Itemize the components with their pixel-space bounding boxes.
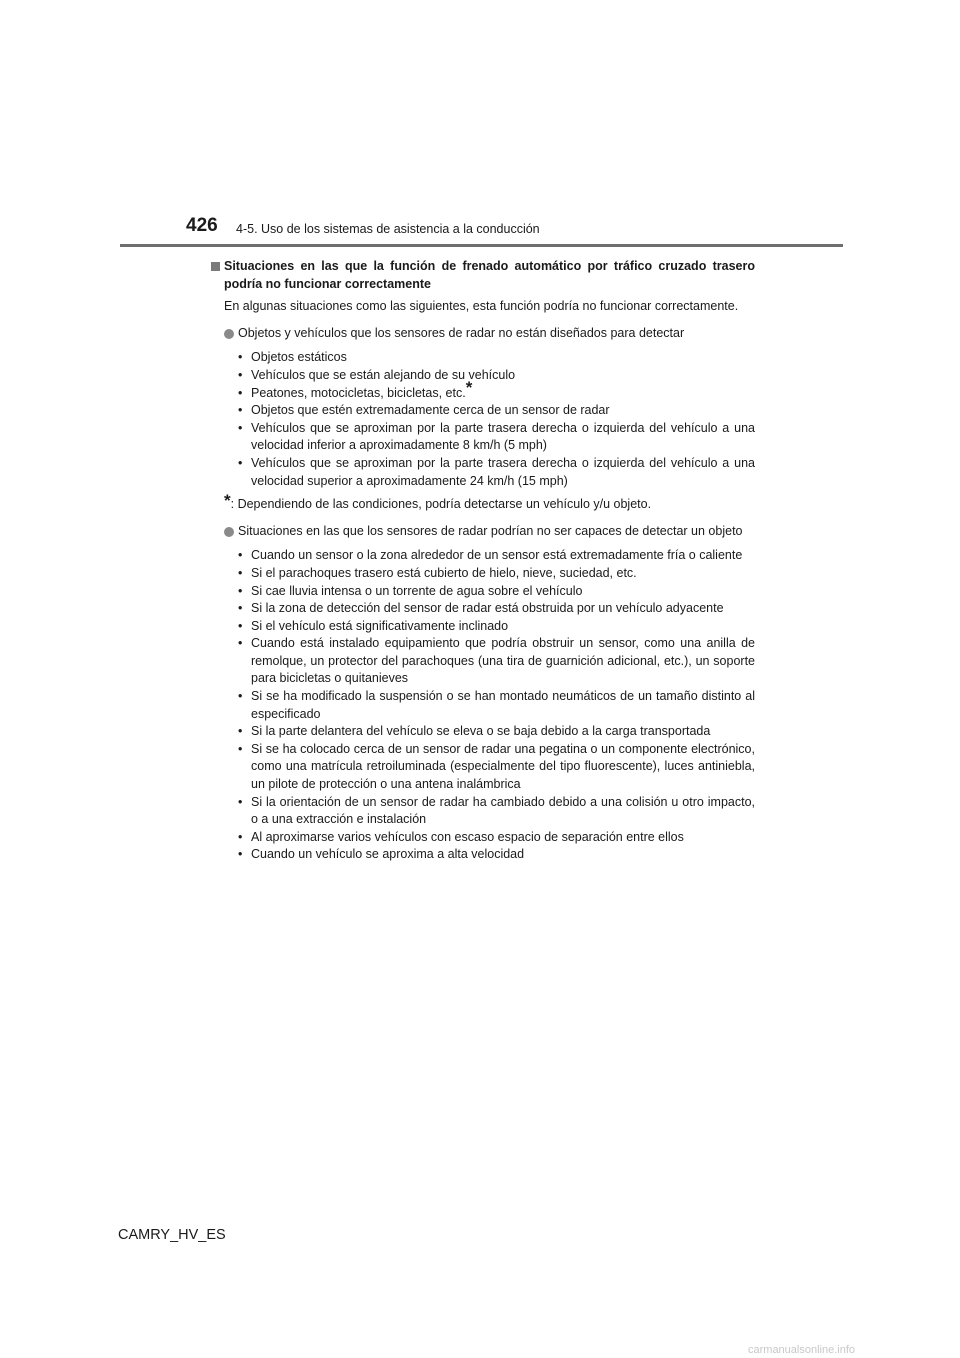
section-title: 4-5. Uso de los sistemas de asistencia a la conducción <box>236 222 540 236</box>
bullet-undetectable-objects <box>211 325 755 343</box>
list-item: • Si se ha modificado la suspensión o se han montado neumáticos de un tamaño distinto al especificado <box>238 689 755 721</box>
section-heading-text: Situaciones en las que la función de frenado automático por tráfico cruzado trasero podría no funcionar correctamente <box>224 259 755 291</box>
page-content <box>211 258 755 864</box>
footnote <box>211 491 755 514</box>
footnote-text: : Dependiendo de las condiciones, podría detectarse un vehículo y/u objeto. <box>230 497 652 512</box>
list-item: • Al aproximarse varios vehículos con escaso espacio de separación entre ellos <box>238 829 684 844</box>
page-number: 426 <box>186 215 218 236</box>
bullet-text: Situaciones en las que los sensores de radar podrían no ser capaces de detectar un objeto <box>238 523 743 538</box>
list-item: • Si la zona de detección del sensor de radar está obstruida por un vehículo adyacente <box>238 601 724 616</box>
undetectable-objects-list <box>211 349 755 490</box>
list-item: • Si el parachoques trasero está cubierto de hielo, nieve, suciedad, etc. <box>238 565 637 580</box>
footnote-marker: * <box>465 377 473 397</box>
footnote-marker: * <box>224 491 231 511</box>
list-item: • Si cae lluvia intensa o un torrente de agua sobre el vehículo <box>238 583 583 598</box>
list-item: • Si el vehículo está significativamente inclinado <box>238 618 509 633</box>
list-item: • Si la parte delantera del vehículo se eleva o se baja debido a la carga transportada <box>238 724 711 739</box>
list-item: • Cuando está instalado equipamiento que podría obstruir un sensor, como una anilla de remolque, un protector del parachoques (una tira de guarnición adicional, etc.), un soporte para bicicletas o quitanieves <box>238 636 755 686</box>
detection-situations-list <box>211 547 755 864</box>
square-bullet-icon <box>211 262 220 271</box>
list-item: • Objetos que estén extremadamente cerca de un sensor de radar <box>238 403 610 418</box>
list-item: • Vehículos que se aproximan por la parte trasera derecha o izquierda del vehículo a una velocidad superior a aproximadamente 24 km/h (15 mph) <box>238 455 755 488</box>
model-code: CAMRY_HV_ES <box>118 1227 226 1243</box>
list-item: • Vehículos que se aproximan por la parte trasera derecha o izquierda del vehículo a una velocidad inferior a aproximadamente 8 km/h (5 mph) <box>238 420 755 453</box>
circle-bullet-icon <box>224 527 234 537</box>
list-item: • Cuando un sensor o la zona alrededor de un sensor está extremadamente fría o caliente <box>238 548 743 563</box>
list-item: • Peatones, motocicletas, bicicletas, etc.* <box>238 377 473 400</box>
header-divider <box>120 244 843 247</box>
section-heading <box>211 258 755 293</box>
bullet-text: Objetos y vehículos que los sensores de radar no están diseñados para detectar <box>238 325 685 340</box>
circle-bullet-icon <box>224 329 234 339</box>
list-item: • Objetos estáticos <box>238 350 347 365</box>
list-item: • Cuando un vehículo se aproxima a alta velocidad <box>238 847 525 862</box>
bullet-detection-situations <box>211 523 755 541</box>
list-item: • Si se ha colocado cerca de un sensor de radar una pegatina o un componente electrónico, como una matrícula retroiluminada (especialmente del tipo fluorescente), luces antiniebla, un pilote de protección o una antena inalámbrica <box>238 741 755 792</box>
list-item: • Si la orientación de un sensor de radar ha cambiado debido a una colisión u otro impacto, o a una extracción e instalación <box>238 794 755 827</box>
watermark: carmanualsonline.info <box>748 1344 856 1356</box>
list-item: • Vehículos que se están alejando de su vehículo <box>238 367 516 382</box>
intro-paragraph: En algunas situaciones como las siguientes, esta función podría no funcionar correctamente. <box>224 299 739 314</box>
